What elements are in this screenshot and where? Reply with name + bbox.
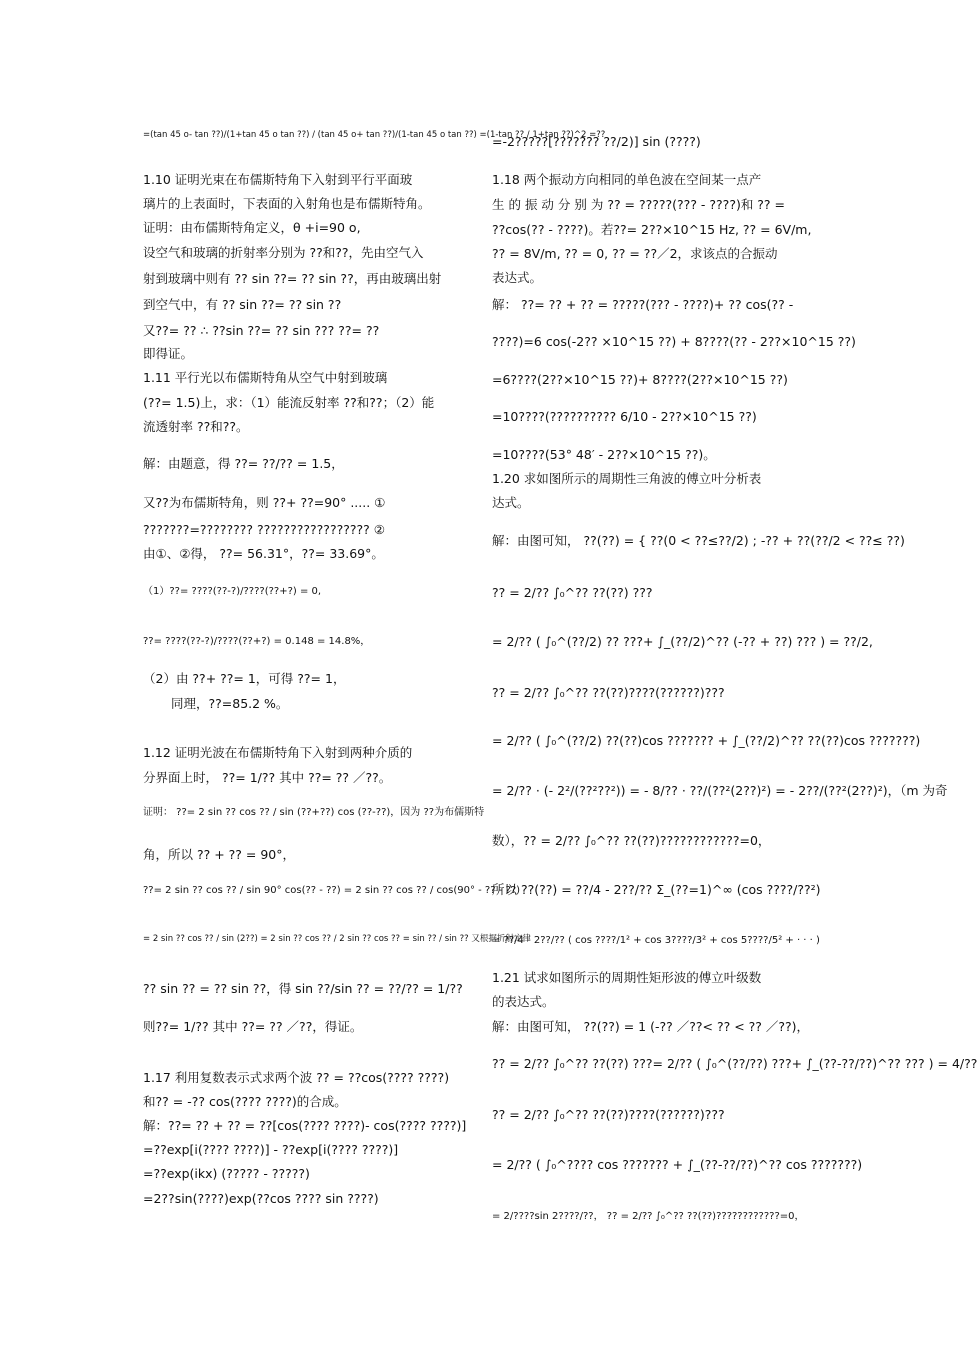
text-line: 璃片的上表面时，下表面的入射角也是布儒斯特角。 — [143, 196, 431, 211]
equation-line: 解：由题意，得 ??= ??/?? = 1.5， — [143, 456, 344, 471]
equation-line: = 2/?? · (- 2²/(??²??²)) = - 8/?? · ??/(??²(2??)²) = - 2??/(??²(2??)²)，（m 为奇 — [492, 783, 948, 798]
text-line: (??= 1.5)上，求：（1）能流反射率 ??和??；（2）能 — [143, 395, 435, 410]
equation-line: ?? sin ?? = ?? sin ??，得 sin ??/sin ?? = ??/?? = 1/?? — [143, 981, 463, 996]
problem-heading: 1.21 试求如图所示的周期性矩形波的傅立叶级数 — [492, 970, 762, 985]
equation-line: 证明： ??= 2 sin ?? cos ?? / sin (??+??) cos (??-??)，因为 ??为布儒斯特 — [143, 807, 485, 818]
equation-line: = 2/????sin 2????/??， ?? = 2/?? ∫₀^?? ??(??)????????????=0， — [492, 1211, 805, 1222]
equation-line: =-2?????[??????? ??/2)] sin (????) — [492, 134, 701, 149]
text-line: 和?? = -?? cos(???? ????)的合成。 — [143, 1094, 347, 1109]
equation-line: 解：??= ?? + ?? = ??[cos(???? ????)- cos(???? ????)] — [143, 1118, 467, 1133]
equation-line: ?? = 8V/m, ?? = 0, ?? = ??／2，求该点的合振动 — [492, 246, 778, 261]
equation-line: = 2/?? ( ∫₀^(??/2) ??(??)cos ??????? + ∫_(??/2)^?? ??(??)cos ???????) — [492, 733, 921, 748]
equation-line: = ??/4 - 2??/?? ( cos ????/1² + cos 3????/3² + cos 5????/5² + · · · ) — [492, 935, 820, 946]
equation-line: = 2/?? ( ∫₀^???? cos ??????? + ∫_(??-??/??)^?? cos ???????) — [492, 1157, 863, 1172]
equation-line: =10????(?????????? 6/10 - 2??×10^15 ??) — [492, 409, 757, 424]
equation-line: 所以 ??(??) = ??/4 - 2??/?? Σ_(??=1)^∞ (cos ????/??²) — [492, 882, 821, 897]
problem-heading: 1.11 平行光以布儒斯特角从空气中射到玻璃 — [143, 370, 388, 385]
equation-line: 数），?? = 2/?? ∫₀^?? ??(??)????????????=0， — [492, 833, 771, 848]
text-line: 由①、②得， ??= 56.31°，??= 33.69°。 — [143, 546, 384, 561]
problem-heading: 1.10 证明光束在布儒斯特角下入射到平行平面玻 — [143, 172, 413, 187]
equation-line: ?? = 2/?? ∫₀^?? ??(??)????(??????)??? — [492, 1107, 725, 1122]
text-line: 表达式。 — [492, 270, 543, 285]
equation-line: =??exp(ikx) (????? - ?????) — [143, 1166, 310, 1181]
equation-line: ??cos(?? - ????)。若??= 2??×10^15 Hz, ?? = 6V/m, — [492, 222, 812, 237]
equation-line: =2??sin(????)exp(??cos ???? sin ????) — [143, 1191, 379, 1206]
equation-line: 解：由图可知， ??(??) = 1 (-?? ／??< ?? < ?? ／??)， — [492, 1019, 810, 1034]
text-line: 射到玻璃中则有 ?? sin ??= ?? sin ??，再由玻璃出射 — [143, 271, 442, 286]
equation-line: = 2/?? ( ∫₀^(??/2) ?? ???+ ∫_(??/2)^?? (-?? + ??) ??? ) = ??/2, — [492, 634, 873, 649]
text-line: 流透射率 ??和??。 — [143, 419, 249, 434]
equation-line: ??= 2 sin ?? cos ?? / sin 90° cos(?? - ??) = 2 sin ?? cos ?? / cos(90° - ?? - ??) — [143, 885, 521, 896]
equation-line: ?? = 2/?? ∫₀^?? ??(??)????(??????)??? — [492, 685, 725, 700]
equation-line: =??exp[i(???? ????)] - ??exp[i(???? ????)] — [143, 1142, 399, 1157]
equation-line: （1）??= ????(??-?)/????(??+?) = 0, — [143, 586, 322, 597]
text-line: 即得证。 — [143, 346, 194, 361]
text-line: 同理，??=85.2 %。 — [171, 696, 289, 711]
text-line: （2）由 ??+ ??= 1，可得 ??= 1， — [143, 671, 346, 686]
equation-line: = 2 sin ?? cos ?? / sin (2??) = 2 sin ?? cos ?? / 2 sin ?? cos ?? = sin ?? / sin ?? 又根据折射定律 — [143, 934, 531, 944]
equation-line: ??= ????(??-?)/????(??+?) = 0.148 = 14.8%， — [143, 636, 371, 647]
equation-line: ?? = 2/?? ∫₀^?? ??(??) ??? — [492, 585, 653, 600]
text-line: 达式。 — [492, 495, 530, 510]
equation-line: ???????=???????? ????????????????? ② — [143, 522, 385, 537]
equation-line: 解： ??= ?? + ?? = ?????(??? - ????)+ ?? cos(?? - — [492, 297, 794, 312]
equation-line: =10????(53° 48′ - 2??×10^15 ??)。 — [492, 447, 716, 462]
equation-line: 解：由图可知， ??(??) = { ??(0 < ??≤??/2) ; -?? + ??(??/2 < ??≤ ??) — [492, 533, 905, 548]
equation-line: =6????(2??×10^15 ??)+ 8????(2??×10^15 ??) — [492, 372, 788, 387]
text-line: 又??= ?? ∴ ??sin ??= ?? sin ??? ??= ?? — [143, 323, 380, 338]
problem-heading: 1.17 利用复数表示式求两个波 ?? = ??cos(???? ????) — [143, 1070, 450, 1085]
text-line: 证明：由布儒斯特角定义，θ +i=90 o, — [143, 220, 361, 235]
text-line: 的表达式。 — [492, 994, 555, 1009]
text-line: 到空气中，有 ?? sin ??= ?? sin ?? — [143, 297, 342, 312]
equation-line: =(tan 45 o- tan ??)/(1+tan 45 o tan ??) / (tan 45 o+ tan ??)/(1-tan 45 o tan ??) =(1-tan ?? / 1+tan ??)^2 =?? — [143, 130, 606, 140]
text-line: 设空气和玻璃的折射率分别为 ??和??，先由空气入 — [143, 245, 424, 260]
text-line: 生 的 振 动 分 别 为 ?? = ?????(??? - ????)和 ?? = — [492, 197, 786, 212]
text-line: 角，所以 ?? + ?? = 90°， — [143, 847, 296, 862]
problem-heading: 1.12 证明光波在布儒斯特角下入射到两种介质的 — [143, 745, 413, 760]
problem-heading: 1.18 两个振动方向相同的单色波在空间某一点产 — [492, 172, 762, 187]
equation-line: ?? = 2/?? ∫₀^?? ??(??) ???= 2/?? ( ∫₀^(??/??) ???+ ∫_(??-??/??)^?? ??? ) = 4/?? — [492, 1056, 977, 1071]
equation-line: ????)=6 cos(-2?? ×10^15 ??) + 8????(?? - 2??×10^15 ??) — [492, 334, 856, 349]
equation-line: 又??为布儒斯特角，则 ??+ ??=90° ..... ① — [143, 495, 386, 510]
text-line: 分界面上时， ??= 1/?? 其中 ??= ?? ／??。 — [143, 770, 392, 785]
problem-heading: 1.20 求如图所示的周期性三角波的傅立叶分析表 — [492, 471, 762, 486]
equation-line: 则??= 1/?? 其中 ??= ?? ／??，得证。 — [143, 1019, 363, 1034]
